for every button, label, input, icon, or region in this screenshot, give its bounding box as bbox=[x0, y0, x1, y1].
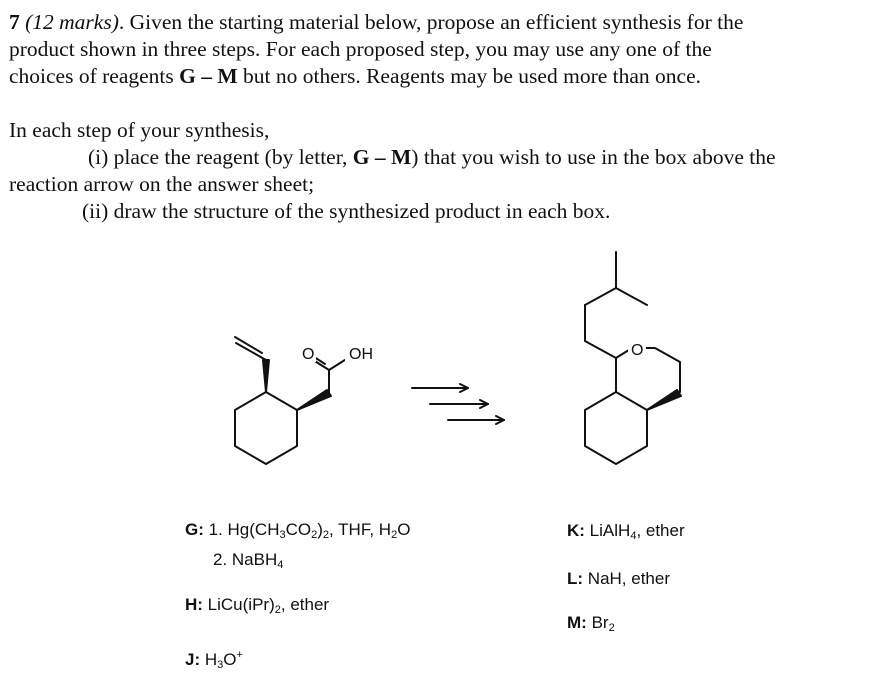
question-intro: . Given the starting material below, propose an efficient synthesis for the bbox=[118, 10, 744, 34]
reagent-letter: L bbox=[567, 569, 578, 588]
start-wedge-bond-vinyl bbox=[263, 360, 269, 392]
reagent-K: K: LiAlH$_4$, ether bbox=[567, 521, 685, 542]
question-number: 7 bbox=[9, 10, 20, 34]
reagent-range: G – M bbox=[179, 64, 238, 88]
reagent-L: L: NaH, ether bbox=[567, 569, 670, 588]
reagent-G: G: 1. $Hg(CH_3CO_2)_2$, THF, $H_2O$ bbox=[185, 520, 411, 541]
instructions-lead: In each step of your synthesis, bbox=[9, 118, 270, 142]
reagent-letter: G bbox=[185, 520, 199, 539]
instruction-ii: (ii) draw the structure of the synthesized product in each box. bbox=[82, 199, 611, 223]
product-ring-oxygen-label: O bbox=[631, 342, 644, 359]
reagent-J: J: $H_3O^+$ bbox=[185, 649, 243, 671]
reagent-letter: M bbox=[567, 613, 582, 632]
product-wedge-bond bbox=[647, 390, 681, 410]
product-side-chain-3 bbox=[585, 288, 616, 305]
product-side-chain-1 bbox=[585, 341, 616, 358]
reagent-M: M: $Br_2$ bbox=[567, 613, 615, 634]
question-marks: (12 marks) bbox=[25, 10, 119, 34]
instruction-i: (i) place the reagent (by letter, G – M) that you wish to use in the box above the bbox=[88, 145, 776, 169]
start-hydroxyl-label: OH bbox=[349, 346, 373, 363]
start-cyclohexane-ring bbox=[235, 392, 297, 464]
reagent-G-step-2: 2. NaBH$_4$ bbox=[213, 550, 284, 571]
reaction-scheme bbox=[0, 230, 876, 500]
question-line-2: product shown in three steps. For each proposed step, you may use any one of the bbox=[9, 37, 712, 61]
product-isopropyl-branch-b bbox=[616, 288, 647, 305]
instruction-i-continued: reaction arrow on the answer sheet; bbox=[9, 172, 315, 196]
start-carbonyl-oxygen-label: O bbox=[302, 346, 315, 363]
question-line-3: choices of reagents G – M but no others. Reagents may be used more than once. bbox=[9, 64, 701, 88]
reagent-H: H: $LiCu(iPr)_2$, ether bbox=[185, 595, 330, 616]
start-wedge-bond-ch2 bbox=[297, 390, 331, 410]
reagent-letter: J bbox=[185, 650, 195, 669]
reagent-letter: H bbox=[185, 595, 198, 614]
product-cyclohexane-ring bbox=[585, 392, 647, 464]
reagent-letter: K bbox=[567, 521, 580, 540]
reagent-range: G – M bbox=[352, 145, 412, 169]
question-line-1 bbox=[9, 9, 743, 36]
